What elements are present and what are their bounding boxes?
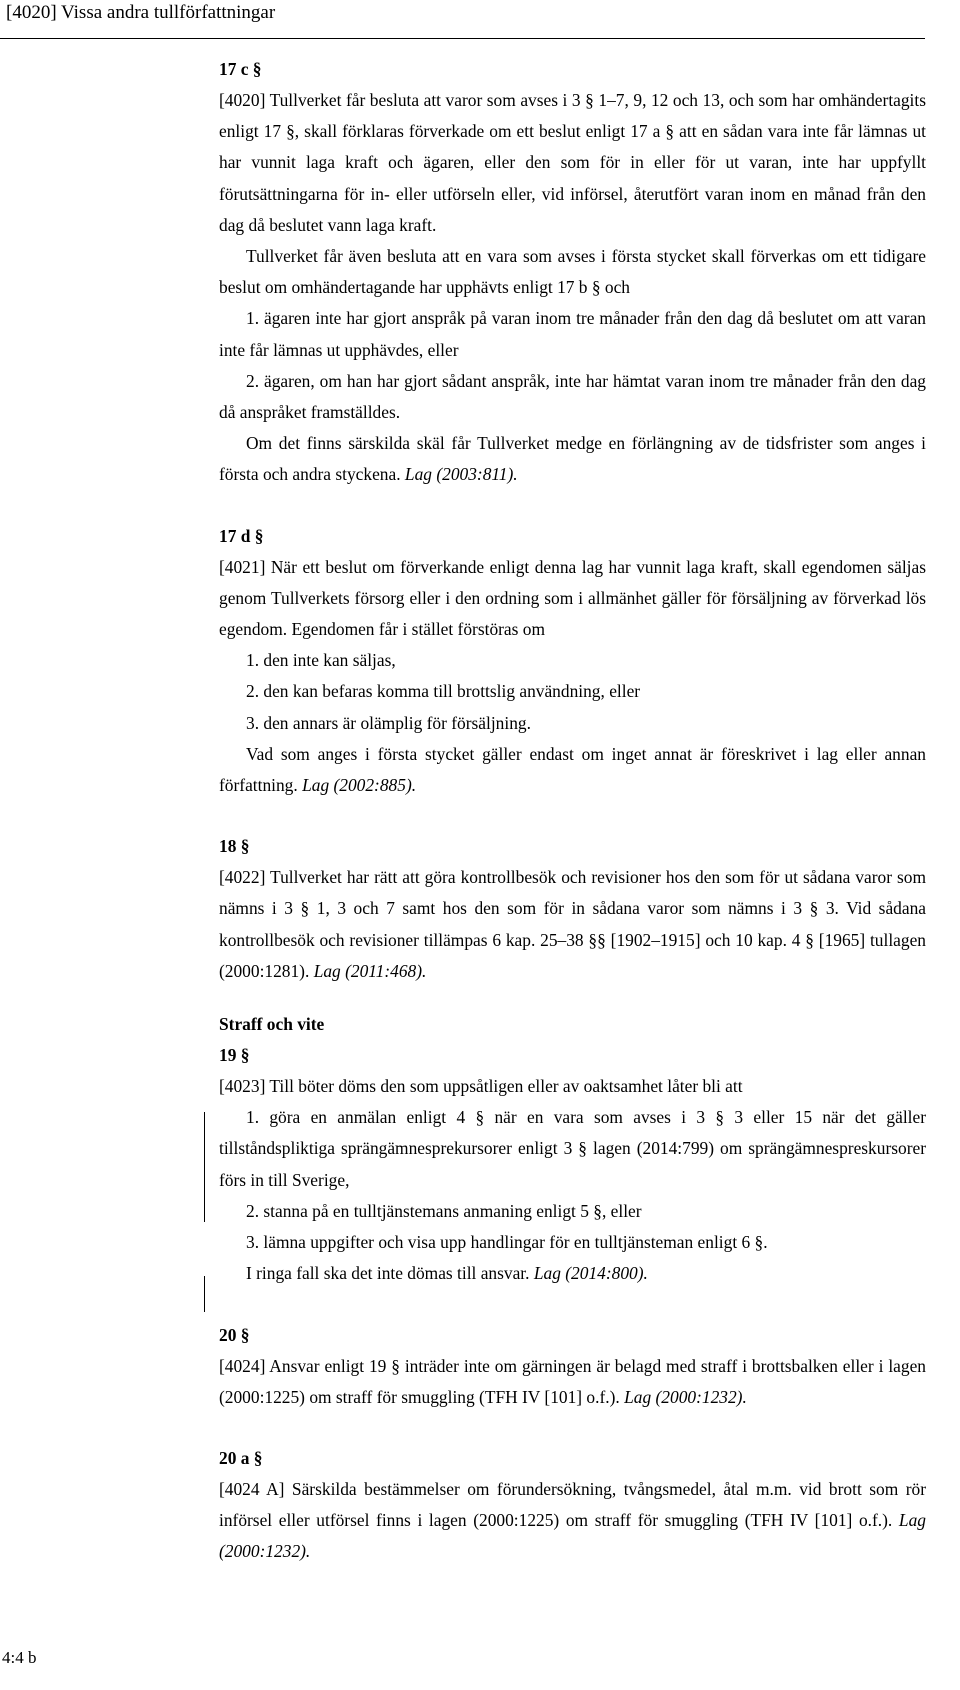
paragraph-text: 2. stanna på en tulltjänstemans anmaning enligt 5 §, eller [246, 1200, 642, 1221]
section-heading: 20 a § [219, 1447, 263, 1468]
law-reference: Lag (2000:1232). [624, 1386, 747, 1407]
list-item [219, 645, 926, 676]
paragraph-text: [4021] När ett beslut om förverkande enligt denna lag har vunnit laga kraft, skall egendomen säljas genom Tullverkets försorg eller i den ordning som i allmänhet gäller för försäljning av förverkad lös egendom. Egendomen får i stället förstöras om [219, 556, 926, 640]
paragraph-text: 1. den inte kan säljas, [246, 650, 396, 671]
paragraph-text: Om det finns särskilda skäl får Tullverket medge en förlängning av de tidsfrister som anges i första och andra styckena. [219, 433, 926, 485]
law-reference: Lag (2002:885). [302, 775, 417, 796]
paragraph-text: 3. lämna uppgifter och visa upp handlingar för en tulltjänsteman enligt 6 §. [246, 1232, 768, 1253]
paragraph-text: Tullverket får även besluta att en vara som avses i första stycket skall förverkas om ett tidigare beslut om omhändertagande har upphävts enligt 17 b § och [219, 246, 926, 298]
section-heading: 17 d § [219, 525, 264, 546]
section-heading: 18 § [219, 836, 250, 857]
paragraph-text: I ringa fall ska det inte dömas till ansvar. [246, 1263, 530, 1284]
list-item [219, 676, 926, 707]
chapter-subheading: Straff och vite [219, 1014, 325, 1035]
paragraph [219, 85, 926, 241]
paragraph-text: 1. göra en anmälan enligt 4 § när en vara som avses i 3 § 3 eller 15 när det gäller tillståndspliktiga sprängämnesprekursorer enligt 3 § lagen (2014:799) om sprängämnespreskursorer förs in till Sverige, [219, 1107, 926, 1190]
document-body [219, 54, 926, 1598]
section-17c [219, 54, 926, 491]
page-number: 4:4 b [2, 1648, 37, 1667]
section-heading: 20 § [219, 1324, 250, 1345]
law-reference: Lag (2000:1232). [219, 1510, 926, 1562]
paragraph-text: [4022] Tullverket har rätt att göra kontrollbesök och revisioner hos den som för ut sådana varor som nämns i 3 § 1, 3 och 7 samt hos den som för in sådana varor som nämns i 3 § 3. Vid sådana kontrollbesök och revisioner tillämpas 6 kap. 25–38 §§ [1902–1915] och 10 kap. 4 § [1965] tullagen (2000:1281). [219, 867, 926, 981]
paragraph [219, 1071, 926, 1102]
change-bar [204, 1276, 205, 1312]
paragraph [219, 739, 926, 801]
section-18 [219, 831, 926, 987]
paragraph-text: 2. ägaren, om han har gjort sådant anspråk, inte har hämtat varan inom tre månader från den dag då anspråket framställdes. [219, 370, 926, 423]
section-20a [219, 1443, 926, 1568]
list-item [219, 1102, 926, 1196]
paragraph [219, 1474, 926, 1568]
paragraph [219, 552, 926, 646]
paragraph-text: [4024 A] Särskilda bestämmelser om förundersökning, tvångsmedel, åtal m.m. vid brott som rör införsel eller utförsel finns i lagen (2000:1225) om straff för smuggling (TFH IV [101] o.f.). [219, 1478, 926, 1531]
list-item [219, 303, 926, 365]
paragraph-text: Vad som anges i första stycket gäller endast om inget annat är föreskrivet i lag eller annan författning. [219, 743, 926, 796]
change-bar [204, 1112, 205, 1222]
paragraph-text: 2. den kan befaras komma till brottslig användning, eller [246, 681, 641, 702]
section-heading: 19 § [219, 1045, 250, 1066]
paragraph [219, 1258, 926, 1289]
section-19 [219, 1009, 926, 1289]
header-title: [4020] Vissa andra tullförfattningar [6, 2, 276, 23]
paragraph-text: [4020] Tullverket får besluta att varor som avses i 3 § 1–7, 9, 12 och 13, och som har omhändertagits enligt 17 §, skall förklaras förverkade om ett beslut enligt 17 a § att en sådan vara inte får lämnas ut har vunnit laga kraft och ägaren, eller den som för in eller för ut varan, inte har uppfyllt förutsättningarna för in- eller utförseln eller, vid införsel, återutfört varan inom en månad från den dag då beslutet vann laga kraft. [219, 90, 926, 235]
paragraph-text: [4023] Till böter döms den som uppsåtligen eller av oaktsamhet låter bli att [219, 1076, 743, 1097]
list-item [219, 708, 926, 739]
section-17d [219, 521, 926, 802]
list-item [219, 366, 926, 428]
paragraph [219, 241, 926, 303]
section-20 [219, 1320, 926, 1413]
paragraph-text: 3. den annars är olämplig för försäljning. [246, 712, 531, 733]
law-reference: Lag (2014:800). [533, 1263, 648, 1284]
paragraph-text: [4024] Ansvar enligt 19 § inträder inte om gärningen är belagd med straff i brottsbalken eller i lagen (2000:1225) om straff för smuggling (TFH IV [101] o.f.). [219, 1355, 926, 1407]
paragraph-text: 1. ägaren inte har gjort anspråk på varan inom tre månader från den dag då beslutet om att varan inte får lämnas ut upphävdes, eller [219, 308, 926, 360]
section-heading: 17 c § [219, 59, 262, 79]
paragraph [219, 862, 926, 987]
list-item [219, 1227, 926, 1258]
law-reference: Lag (2011:468). [313, 960, 427, 981]
list-item [219, 1196, 926, 1227]
page-header [0, 0, 925, 39]
law-reference: Lag (2003:811). [404, 464, 518, 485]
paragraph [219, 428, 926, 490]
paragraph [219, 1351, 926, 1413]
